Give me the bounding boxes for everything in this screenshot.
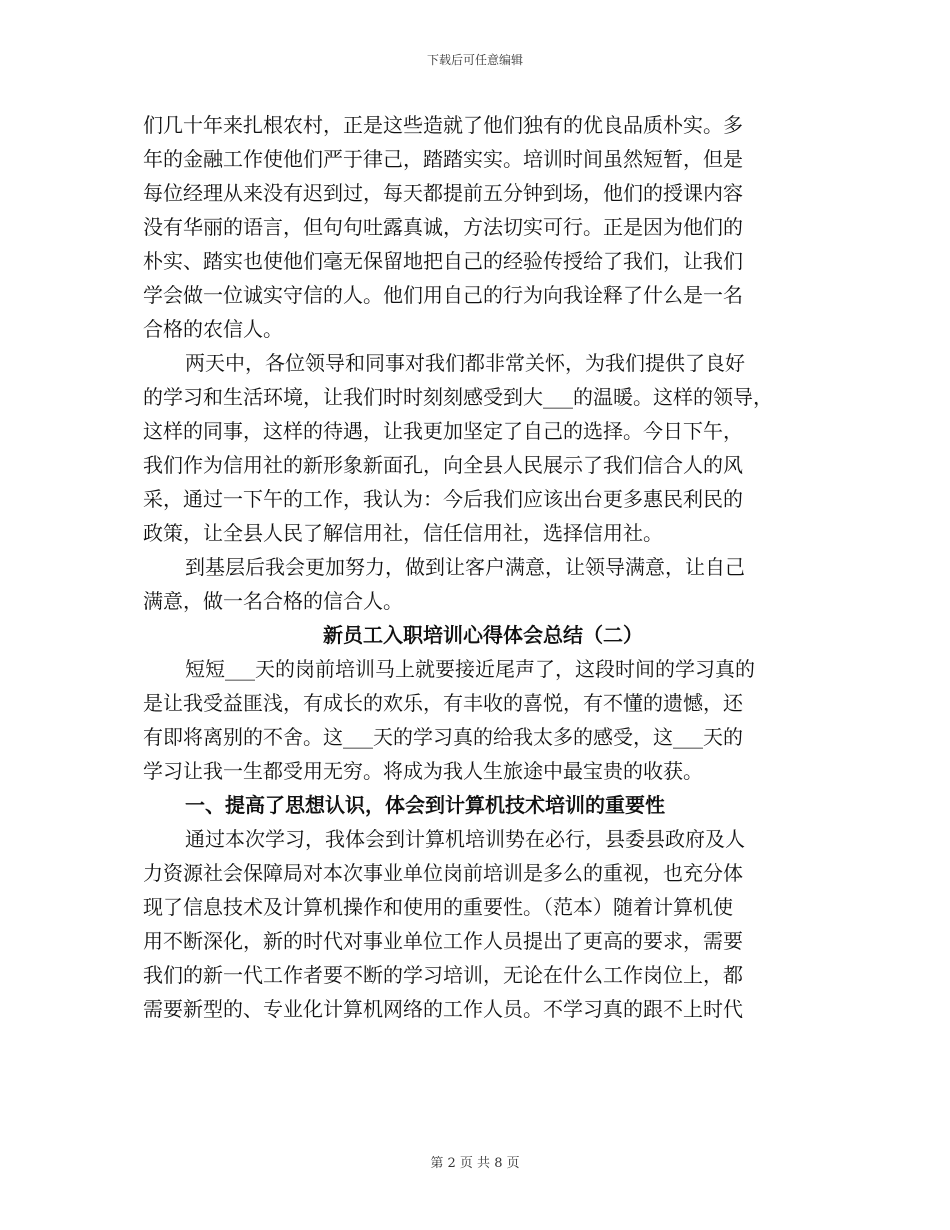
text-line: 我们的新一代工作者要不断的学习培训，无论在什么工作岗位上，都 — [143, 963, 743, 987]
text-line: 现了信息技术及计算机操作和使用的重要性。（范本）随着计算机使 — [143, 895, 733, 919]
text-line: 是让我受益匪浅，有成长的欢乐，有丰收的喜悦，有不懂的遗憾，还 — [143, 691, 743, 715]
page-footer: 第 2 页 共 8 页 — [430, 1156, 520, 1171]
text-line: 有即将离别的不舍。这___天的学习真的给我太多的感受，这___天的 — [143, 725, 743, 749]
document-body — [143, 108, 823, 1026]
text-line: 我们作为信用社的新形象新面孔，向全县人民展示了我们信合人的风 — [143, 453, 743, 477]
text-line: 学会做一位诚实守信的人。他们用自己的行为向我诠释了什么是一名 — [143, 283, 743, 307]
page-header: 下载后可任意编辑 — [426, 53, 523, 67]
subsection-title: 一、提高了思想认识，体会到计算机技术培训的重要性 — [185, 793, 665, 817]
text-line: 每位经理从来没有迟到过，每天都提前五分钟到场，他们的授课内容 — [143, 181, 743, 205]
text-line: 需要新型的、专业化计算机网络的工作人员。不学习真的跟不上时代 — [143, 997, 743, 1021]
text-line: 短短___天的岗前培训马上就要接近尾声了，这段时间的学习真的 — [185, 657, 755, 681]
text-line: 政策，让全县人民了解信用社，信任信用社，选择信用社。 — [143, 521, 663, 545]
text-line: 两天中，各位领导和同事对我们都非常关怀，为我们提供了良好 — [185, 351, 745, 375]
section-title: 新员工入职培训心得体会总结（二） — [323, 623, 643, 647]
text-line: 采，通过一下午的工作，我认为：今后我们应该出台更多惠民利民的 — [143, 487, 743, 511]
text-line: 到基层后我会更加努力，做到让客户满意，让领导满意，让自己 — [185, 555, 745, 579]
text-line: 满意，做一名合格的信合人。 — [143, 589, 403, 613]
text-line: 通过本次学习，我体会到计算机培训势在必行，县委县政府及人 — [185, 827, 745, 851]
text-line: 合格的农信人。 — [143, 317, 283, 341]
text-line: 的学习和生活环境，让我们时时刻刻感受到大___的温暖。这样的领导， — [143, 385, 773, 409]
text-line: 这样的同事，这样的待遇，让我更加坚定了自己的选择。今日下午， — [143, 419, 743, 443]
text-line: 年的金融工作使他们严于律己，踏踏实实。培训时间虽然短暂，但是 — [143, 147, 743, 171]
text-line: 没有华丽的语言，但句句吐露真诚，方法切实可行。正是因为他们的 — [143, 215, 743, 239]
text-line: 力资源社会保障局对本次事业单位岗前培训是多么的重视，也充分体 — [143, 861, 743, 885]
text-line: 用不断深化，新的时代对事业单位工作人员提出了更高的要求，需要 — [143, 929, 743, 953]
text-line: 朴实、踏实也使他们毫无保留地把自己的经验传授给了我们，让我们 — [143, 249, 743, 273]
text-line: 们几十年来扎根农村，正是这些造就了他们独有的优良品质朴实。多 — [143, 113, 743, 137]
text-line: 学习让我一生都受用无穷。将成为我人生旅途中最宝贵的收获。 — [143, 759, 703, 783]
